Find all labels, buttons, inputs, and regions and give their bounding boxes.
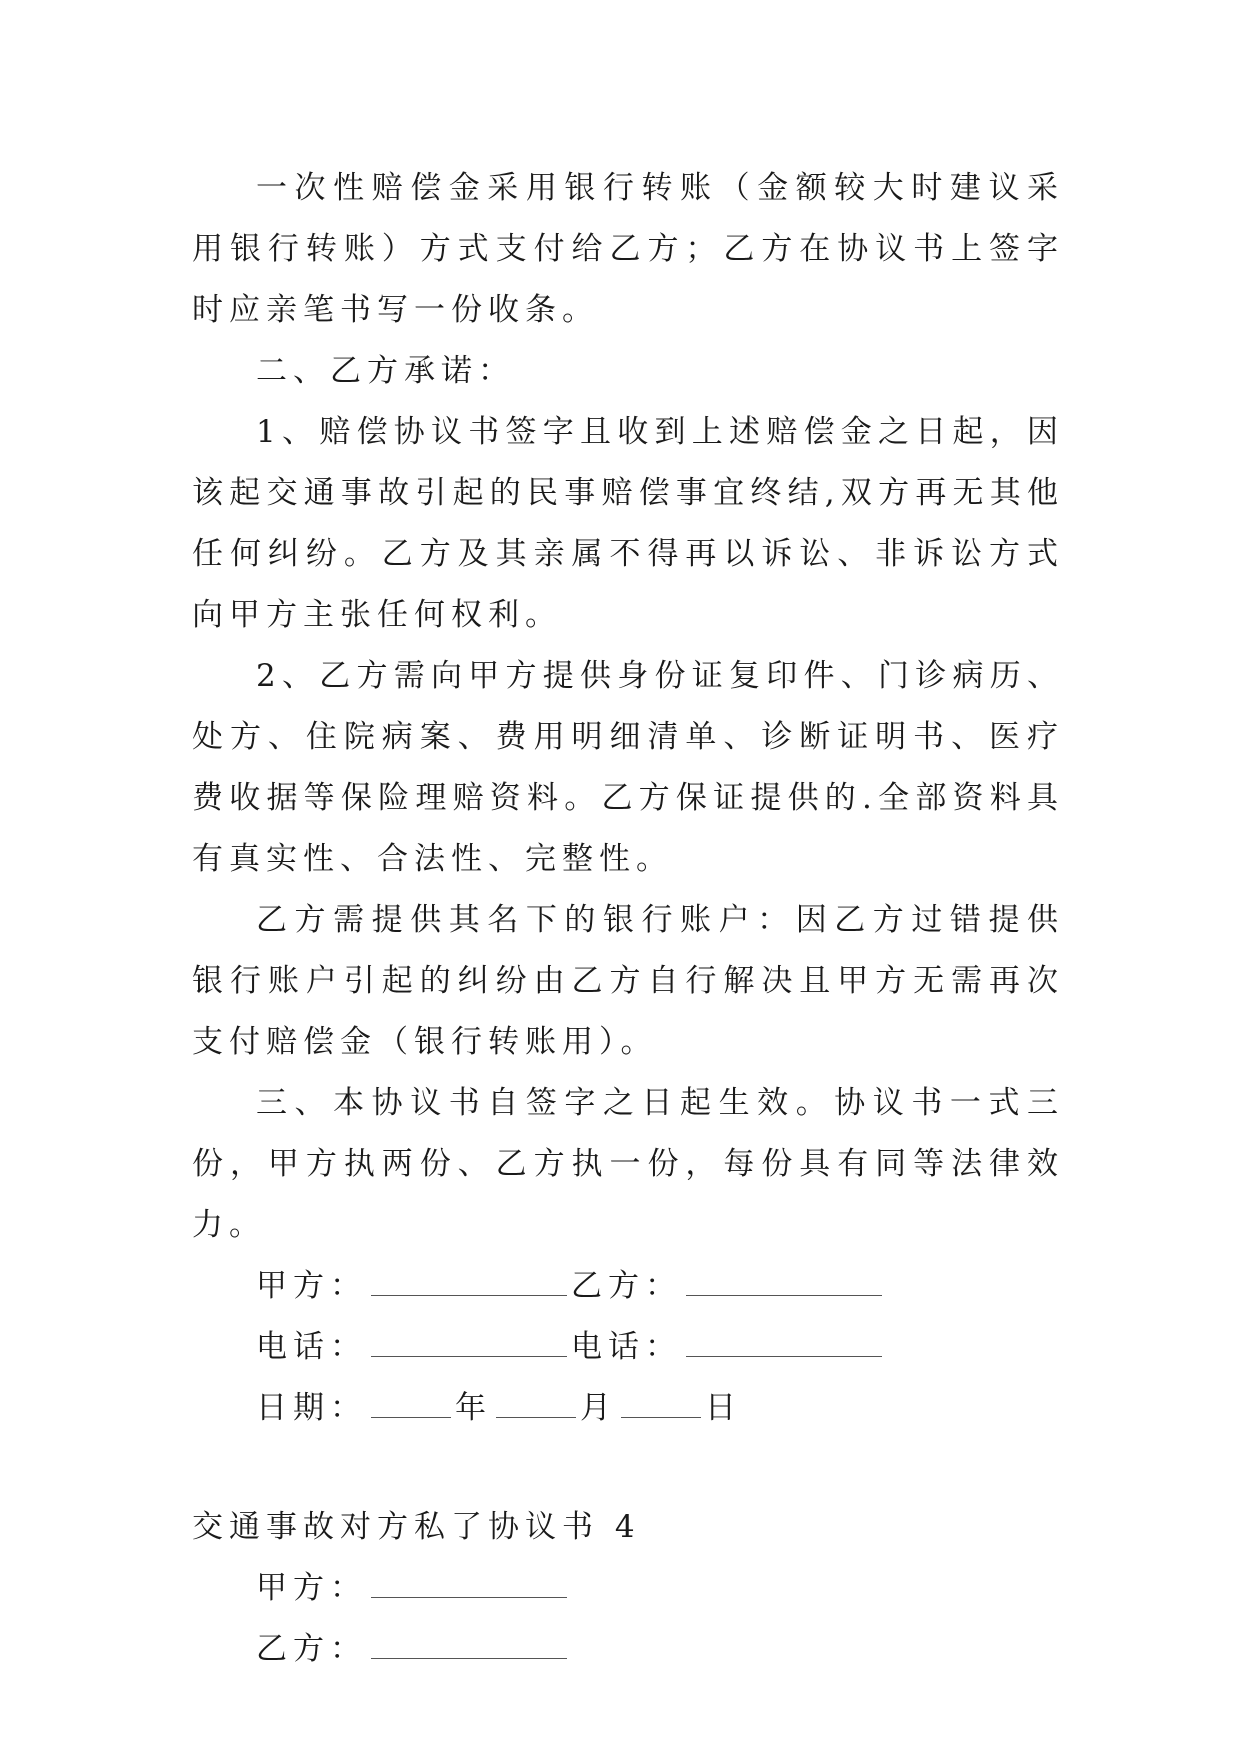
section-4-party-a-blank [371, 1571, 567, 1598]
section-4-party-a-row [192, 1558, 1064, 1619]
paragraph-payment: 一次性赔偿金采用银行转账（金额较大时建议采用银行转账）方式支付给乙方；乙方在协议书上签字时应亲笔书写一份收条。 [192, 170, 1064, 328]
phone-b-blank [686, 1330, 882, 1357]
date-label: 日期： [256, 1390, 367, 1426]
party-a-blank [371, 1269, 567, 1296]
document-page [192, 158, 1064, 1680]
phone-b-label: 电话： [571, 1329, 682, 1365]
paragraph-heading-commitment: 二、乙方承诺： [256, 353, 515, 389]
paragraph-clause-2: 2、乙方需向甲方提供身份证复印件、门诊病历、处方、住院病案、费用明细清单、诊断证明书、医疗费收据等保险理赔资料。乙方保证提供的.全部资料具有真实性、合法性、完整性。 [192, 658, 1064, 877]
section-4-party-b-row [192, 1619, 1064, 1680]
signature-phone-row [192, 1317, 1064, 1378]
year-label: 年 [455, 1390, 492, 1426]
paragraph-clause-1: 1、赔偿协议书签字且收到上述赔偿金之日起，因该起交通事故引起的民事赔偿事宜终结,双方再无其他任何纠纷。乙方及其亲属不得再以诉讼、非诉讼方式向甲方主张任何权利。 [192, 414, 1064, 633]
day-label: 日 [705, 1390, 742, 1426]
signature-date-row [192, 1378, 1064, 1439]
section-4-party-b-label: 乙方： [256, 1631, 367, 1667]
section-4-title: 交通事故对方私了协议书 4 [192, 1509, 641, 1545]
party-b-blank [686, 1269, 882, 1296]
party-a-label: 甲方： [256, 1268, 367, 1304]
signature-party-row [192, 1256, 1064, 1317]
section-gap [192, 1439, 1064, 1497]
section-4-party-b-blank [371, 1632, 567, 1659]
month-label: 月 [580, 1390, 617, 1426]
section-4-party-a-label: 甲方： [256, 1570, 367, 1606]
paragraph-bank-account: 乙方需提供其名下的银行账户：因乙方过错提供银行账户引起的纠纷由乙方自行解决且甲方无需再次支付赔偿金（银行转账用）。 [192, 902, 1064, 1060]
phone-a-blank [371, 1330, 567, 1357]
party-b-label: 乙方： [571, 1268, 682, 1304]
day-blank [621, 1391, 701, 1418]
year-blank [371, 1391, 451, 1418]
paragraph-effective: 三、本协议书自签字之日起生效。协议书一式三份，甲方执两份、乙方执一份，每份具有同等法律效力。 [192, 1085, 1064, 1243]
phone-a-label: 电话： [256, 1329, 367, 1365]
month-blank [496, 1391, 576, 1418]
